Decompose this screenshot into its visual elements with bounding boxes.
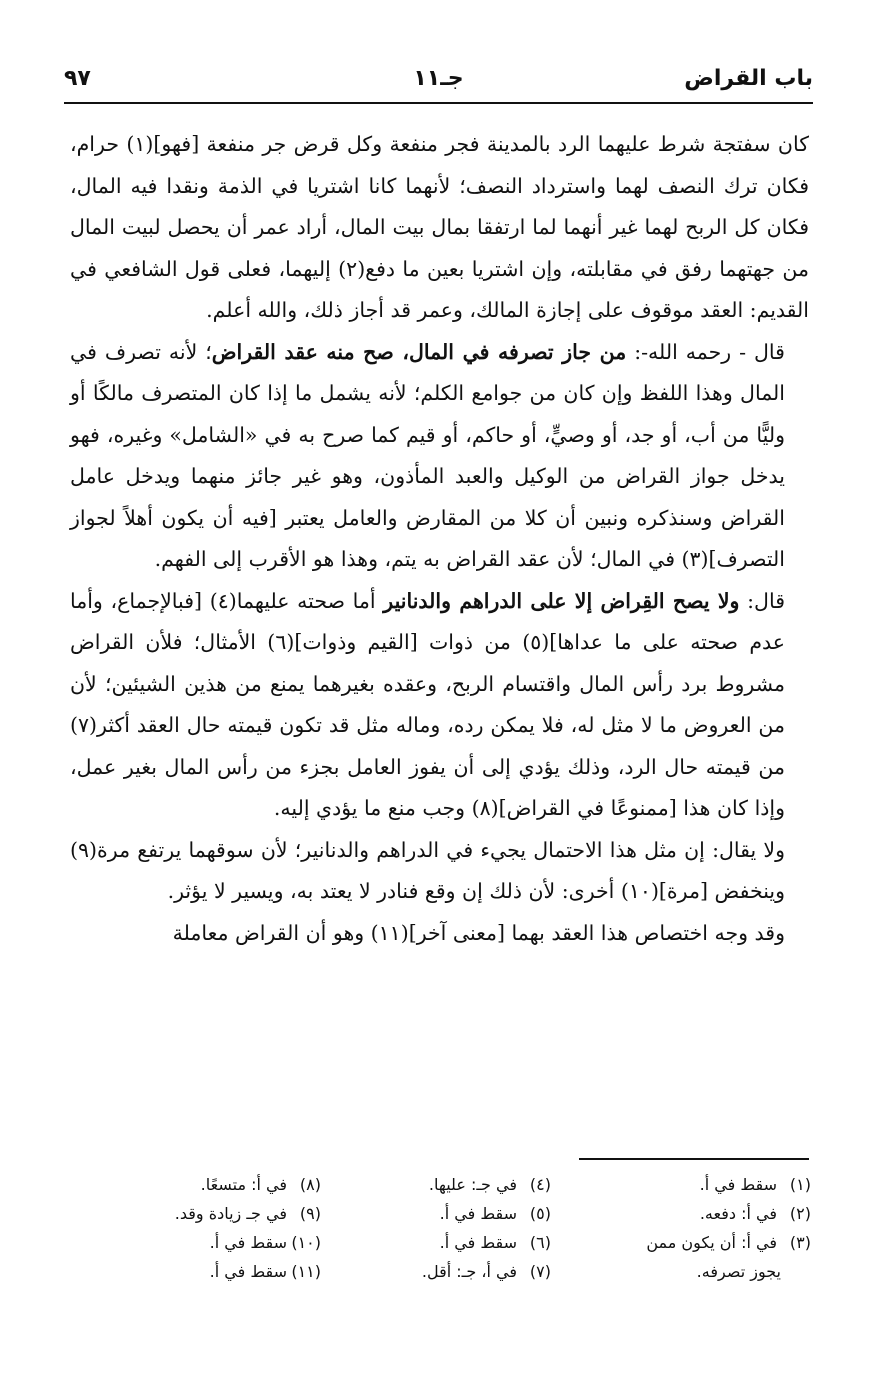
footnote-item (551, 1170, 811, 1199)
main-text (70, 124, 809, 954)
footnote-number: (٨) (299, 1175, 321, 1194)
footnote-item (321, 1228, 551, 1257)
footnote-number: (٤) (529, 1175, 551, 1194)
footnote-text: في أ: دفعه. (699, 1204, 777, 1223)
footnote-column-3 (101, 1170, 321, 1286)
footnote-item (101, 1170, 321, 1199)
paragraph-3-text: أما صحته عليهما(٤) [فبالإجماع، وأما عدم صحته على ما عداها](٥) من ذوات [القيم وذوات](٦) الأمثال؛ فلأن القراض مشروط برد رأس المال واقتسام الربح، وعقده بغيرهما يمنع من هذين الشيئين؛ لأن من العروض ما لا مثل له، فلا يمكن رده، وماله مثل قد تكون قيمته حال العقد أكثر(٧) من قيمته حال الرد، وذلك يؤدي إلى أن يفوز العامل بجزء من رأس المال بغير عمل، وإذا كان هذا [ممنوعًا في القراض](٨) وجب منع ما يؤدي إليه. (70, 588, 785, 820)
paragraph-4: ولا يقال: إن مثل هذا الاحتمال يجيء في الدراهم والدنانير؛ لأن سوقهما يرتفع مرة(٩) وينخفض [مرة](١٠) أخرى: لأن ذلك إن وقع فنادر لا يعتد به، ويسير لا يؤثر. (70, 837, 785, 903)
paragraph-3-intro: قال: (739, 588, 785, 613)
footnote-item (321, 1257, 551, 1286)
paragraph-2 (70, 332, 809, 581)
footnote-item (551, 1199, 811, 1228)
footnote-item (321, 1170, 551, 1199)
running-header (64, 60, 813, 104)
footnote-item (101, 1257, 321, 1286)
paragraph-2-text: ؛ لأنه تصرف في المال وهذا اللفظ وإن كان من جوامع الكلم؛ لأنه يشمل ما إذا كان المتصرف مالكًا أو وليًّا من أب، أو جد، أو وصيٍّ، أو حاكم، أو قيم كما صرح به في «الشامل» وغيره، فهو يدخل جواز القراض من الوكيل والعبد المأذون، وهو غير جائز منهما ويدخل عامل القراض وسنذكره ونبين أن كلا من المقارض والعامل يعتبر [فيه أن يكون أهلاً لجواز التصرف](٣) في المال؛ لأن عقد القراض به يتم، وهذا هو الأقرب إلى الفهم. (70, 339, 785, 571)
footnote-text: سقط في أ. (699, 1175, 777, 1194)
page-number: ٩٧ (64, 66, 91, 91)
footnote-number: (١٠) (291, 1233, 321, 1252)
footnote-text: سقط في أ. (439, 1204, 517, 1223)
footnote-divider (579, 1158, 809, 1160)
paragraph-1: كان سفتجة شرط عليهما الرد بالمدينة فجر منفعة وكل قرض جر منفعة [فهو](١) حرام، فكان ترك النصف لهما واسترداد النصف؛ لأنهما كانا اشتريا في الذمة ونقدا فيه المال، فكان كل الربح لهما غير أنهما لما ارتفقا بمال بيت المال، أراد عمر أن يحصل لبيت المال من جهتهما رفق في مقابلته، وإن اشتريا بعين ما دفع(٢) إليهما، فعلى قول الشافعي في القديم: العقد موقوف على إجازة المالك، وعمر قد أجاز ذلك، والله أعلم. (70, 132, 810, 322)
footnote-number: (١) (789, 1175, 811, 1194)
footnote-number: (١١) (291, 1262, 321, 1281)
paragraph-2-intro: قال - رحمه الله-: (626, 339, 785, 364)
footnote-number: (٢) (789, 1204, 811, 1223)
footnote-continuation: يجوز تصرفه. (696, 1262, 781, 1281)
footnote-text: في أ: متسعًا. (200, 1175, 287, 1194)
footnote-number: (٣) (789, 1233, 811, 1252)
footnote-text: في جـ: عليها. (428, 1175, 517, 1194)
footnote-item (101, 1199, 321, 1228)
footnote-number: (٧) (529, 1262, 551, 1281)
chapter-title: باب القراض (684, 66, 813, 91)
footnote-text: سقط في أ. (209, 1233, 287, 1252)
footnote-text: في أ: أن يكون ممن (646, 1233, 777, 1252)
paragraph-3 (70, 581, 809, 830)
footnote-number: (٩) (299, 1204, 321, 1223)
paragraph-2-lemma: من جاز تصرفه في المال، صح منه عقد القراض (211, 339, 627, 364)
footnote-text: في جـ زيادة وقد. (174, 1204, 287, 1223)
footnote-item (101, 1228, 321, 1257)
footnote-text: في أ، جـ: أقل. (421, 1262, 517, 1281)
paragraph-5: وقد وجه اختصاص هذا العقد بهما [معنى آخر](١١) وهو أن القراض معاملة (172, 920, 785, 945)
footnote-text: سقط في أ. (439, 1233, 517, 1252)
footnote-column-2 (321, 1170, 551, 1286)
paragraph-3-lemma: ولا يصح القِراض إلا على الدراهم والدنانير (383, 588, 740, 613)
footnote-number: (٥) (529, 1204, 551, 1223)
footnote-number: (٦) (529, 1233, 551, 1252)
volume-number: جـ١١ (413, 66, 464, 91)
footnote-item (551, 1228, 811, 1257)
footnote-item (321, 1199, 551, 1228)
footnote-column-1 (551, 1170, 811, 1286)
footnote-text: سقط في أ. (209, 1262, 287, 1281)
